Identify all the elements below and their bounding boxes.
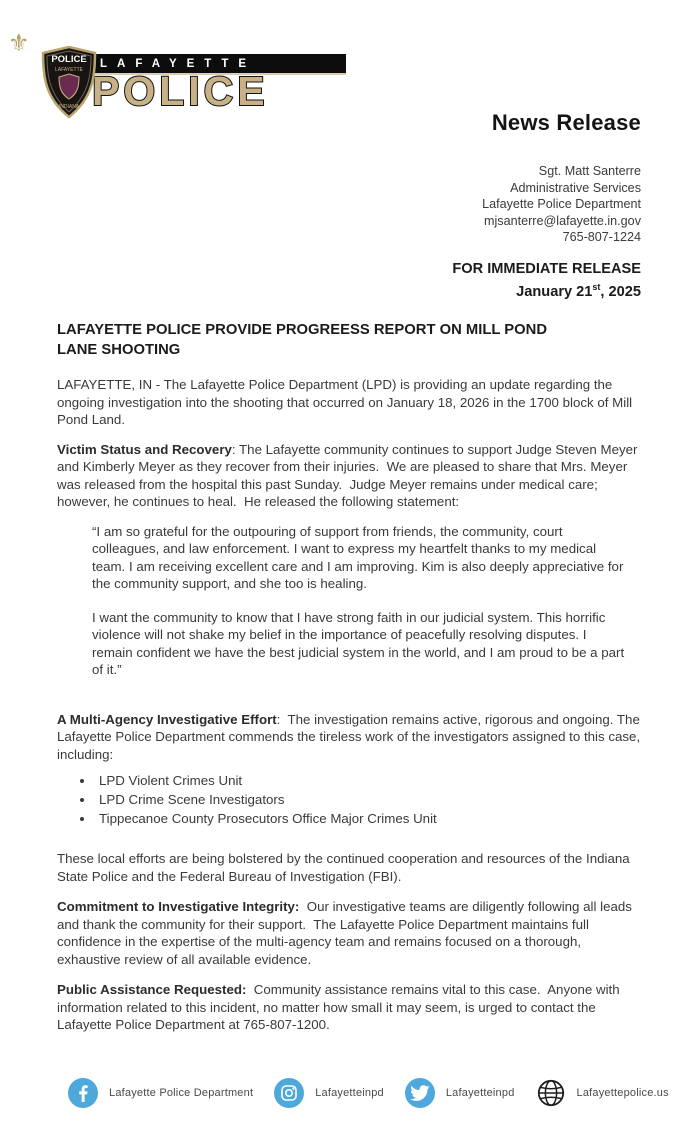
globe-icon [536,1078,566,1108]
contact-block [482,163,641,246]
quote-paragraph-1-text: “I am so grateful for the outpouring of support from friends, the community, court colleagues, and law enforcement. I want to express my heartfelt thanks to my medical team. I am receiving excellent care and I am improving. Kim is also deeply appreciative for the community support, and she too is healing. [92,523,628,591]
paragraph-intro-text: LAFAYETTE, IN - The Lafayette Police Department (LPD) is providing an update regarding the ongoing investigation into the shooting that occurred on January 18, 2026 in the 1700 block of Mill Pond Land. [57,377,636,427]
footer-item-website [536,1078,669,1108]
contact-email: mjsanterre@lafayette.in.gov [484,213,641,228]
agency-bullet-list [95,771,642,828]
multi-agency-lead: A Multi-Agency Investigative Effort [57,711,277,727]
contact-name: Sgt. Matt Santerre [538,164,641,178]
headline-line-1: LAFAYETTE POLICE PROVIDE PROGREESS REPORT ON MILL POND [57,322,548,338]
paragraph-local-efforts [57,850,642,885]
quote-paragraph-1 [92,523,630,593]
public-assistance-text: Community assistance remains vital to this case. Anyone with information related to this incident, no matter how small it may seem, is urged to contact the Lafayette Police Department at 765-807-1200. [57,982,624,1032]
police-wordmark: POLICE [92,68,269,114]
footer-label: Lafayettepolice.us [576,1087,669,1099]
facebook-icon [68,1078,98,1108]
release-date [452,279,641,301]
release-label: FOR IMMEDIATE RELEASE [452,261,641,277]
police-badge-icon [40,46,98,119]
badge-arc-text: LAFAYETTE [55,67,83,73]
contact-department: Lafayette Police Department [482,197,641,211]
quote-paragraph-2-text: I want the community to know that I have strong faith in our judicial system. This horrific violence will not shake my belief in the importance of peacefully resolving disputes. I remain confident we have the best judicial system in the world, and I am proud to be a part of it.” [92,609,628,677]
badge-top-text: POLICE [51,54,87,65]
contact-phone: 765-807-1224 [562,230,641,244]
contact-division: Administrative Services [510,180,641,195]
local-efforts-text: These local efforts are being bolstered by the continued cooperation and resources of the Indiana State Police and the Federal Bureau of Investigation (FBI). [57,851,634,884]
commitment-text: Our investigative teams are diligently following all leads and thank the community for their support. The Lafayette Police Department maintains full confidence in the expertise of the multi-agency team and remains focused on a thorough, exhaustive review of all available evidence. [57,899,636,967]
footer-item-instagram [274,1078,384,1108]
twitter-icon [405,1078,435,1108]
footer-label: Lafayette Police Department [109,1087,254,1099]
lafayette-police-logo [40,46,370,120]
paragraph-public-assistance [57,981,642,1034]
release-block [452,261,641,301]
paragraph-multi-agency [57,711,642,764]
footer-label: Lafayetteinpd [315,1087,384,1099]
footer-label: Lafayetteinpd [445,1087,515,1099]
release-date-year: , 2025 [600,283,641,300]
fleur-de-lis-icon: ⚜ [8,30,30,57]
commitment-lead: Commitment to Investigative Integrity: [57,899,300,914]
public-assistance-lead: Public Assistance Requested: [57,982,247,997]
instagram-icon [274,1078,304,1108]
logo-banner-text: LAFAYETTE [100,57,257,70]
paragraph-commitment [57,898,642,968]
headline [57,320,642,360]
victim-status-lead: Victim Status and Recovery [57,441,232,457]
paragraph-intro [57,376,642,429]
news-release-title: News Release [491,110,641,135]
footer-item-facebook [68,1078,253,1108]
multi-agency-text: : The investigation remains active, rigorous and ongoing. The Lafayette Police Department commends the tireless work of the investigators assigned to this case, including: [57,711,644,762]
quote-paragraph-2 [92,609,630,679]
list-item: • Tippecanoe County Prosecutors Office Major Crimes Unit [95,809,642,828]
footer-item-twitter [405,1078,515,1108]
release-date-day: January 21 [516,283,593,300]
release-date-ordinal: st [592,281,601,292]
list-item: • LPD Crime Scene Investigators [95,790,642,809]
headline-line-2: LANE SHOOTING [57,342,181,358]
social-footer [68,1078,668,1108]
statement-quote-block [92,523,630,679]
badge-bottom-text: INDIANA [58,104,80,110]
document-body [57,320,642,1034]
list-item: • LPD Violent Crimes Unit [95,771,642,790]
paragraph-victim-status [57,441,642,511]
victim-status-text: : The Lafayette community continues to support Judge Steven Meyer and Kimberly Meyer as they recover from their injuries. We are pleased to share that Mrs. Meyer was released from the hospital this past Sunday. Judge Meyer remains under medical care; however, he continues to heal. He released the following statement: [57,441,642,509]
